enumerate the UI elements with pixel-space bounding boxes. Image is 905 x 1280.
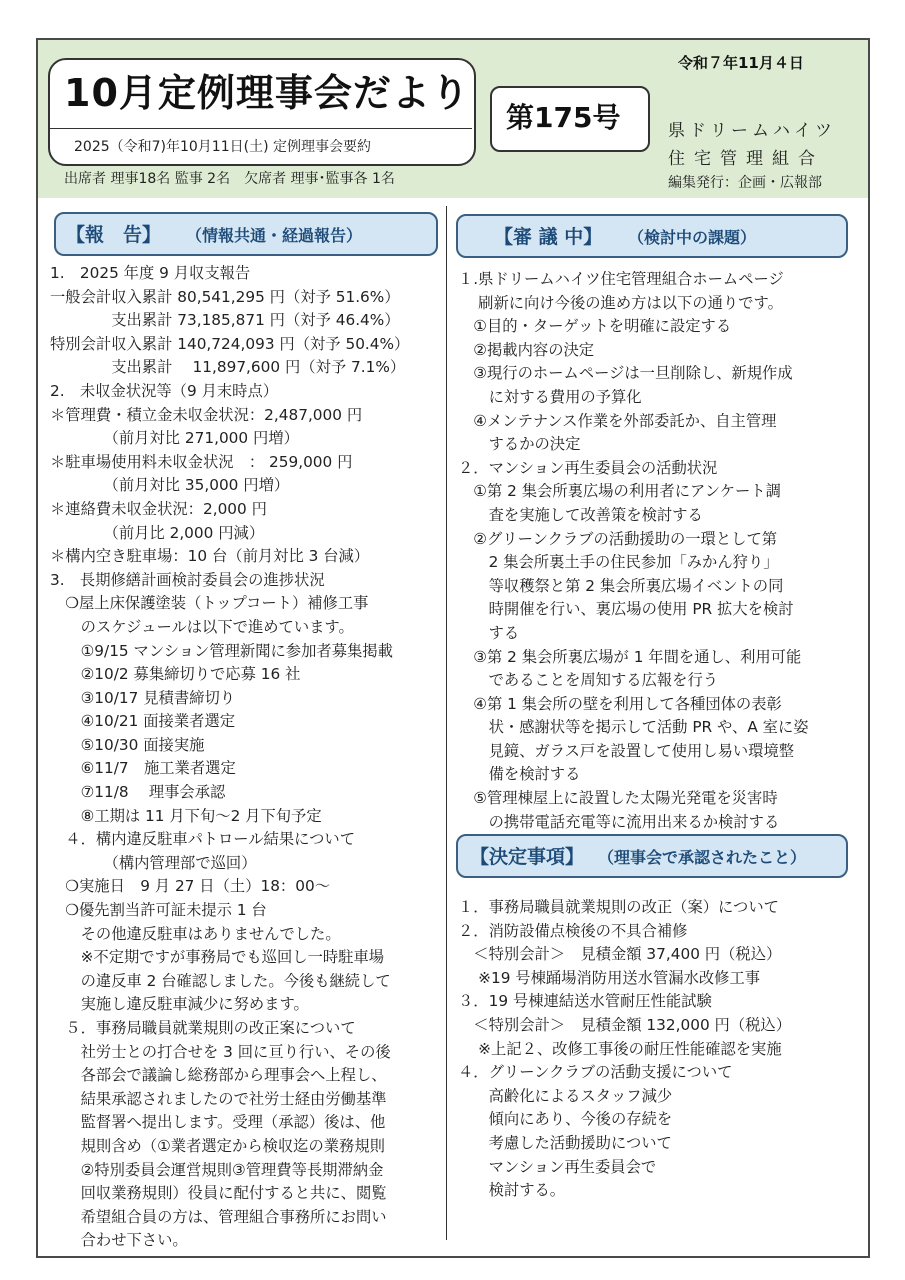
deliberation-line: ④第 1 集会所の壁を利用して各種団体の表彰: [458, 694, 782, 713]
report-line: ❍屋上床保護塗装（トップコート）補修工事: [50, 594, 369, 613]
decisions-heading-subtitle: （理事会で承認されたこと）: [598, 848, 807, 867]
report-line: ①9/15 マンション管理新聞に参加者募集掲載: [50, 641, 393, 660]
report-line: 一般会計収入累計 80,541,295 円（対予 51.6%）: [50, 287, 400, 306]
decision-line: ２．消防設備点検後の不具合補修: [458, 921, 688, 940]
deliberation-line: 時開催を行い、裏広場の使用 PR 拡大を検討: [458, 600, 794, 619]
decision-line: 検討する。: [458, 1181, 566, 1200]
decision-line: 考慮した活動援助について: [458, 1133, 672, 1152]
report-line: 実施し違反駐車減少に努めます。: [50, 995, 309, 1014]
report-line: 合わせ下さい。: [50, 1231, 188, 1250]
decisions-heading-title: 【決定事項】: [470, 846, 585, 868]
report-line: ＊構内空き駐車場：10 台（前月対比 3 台減）: [50, 547, 370, 566]
deliberation-line: するかの決定: [458, 435, 581, 454]
deliberation-heading-subtitle: （検討中の課題）: [628, 228, 757, 247]
deliberation-line: ②掲載内容の決定: [458, 340, 595, 359]
decisions-column: [458, 896, 858, 1203]
report-line: のスケジュールは以下で進めています。: [50, 617, 354, 636]
deliberation-column: [458, 268, 858, 834]
report-line: ⑧工期は 11 月下旬～2 月下旬予定: [50, 806, 322, 825]
deliberation-line: 刷新に向け今後の進め方は以下の通りです。: [458, 293, 783, 312]
deliberation-line: ①目的・ターゲットを明確に設定する: [458, 317, 732, 336]
report-line: ❍実施日 9 月 27 日（土）18：00～: [50, 877, 330, 896]
deliberation-line: する: [458, 623, 520, 642]
report-line: ＊連絡費未収金状況：2,000 円: [50, 499, 267, 518]
report-line: ⑤10/30 面接実施: [50, 735, 205, 754]
report-line: ⑦11/8 理事会承認: [50, 783, 226, 802]
report-line: ④10/21 面接業者選定: [50, 712, 236, 731]
org-name-line2: 住宅管理組合: [668, 149, 824, 169]
report-line: その他違反駐車はありませんでした。: [50, 924, 341, 943]
report-line: 希望組合員の方は、管理組合事務所にお問い: [50, 1207, 387, 1226]
report-line: （前月対比 35,000 円増）: [50, 476, 290, 495]
report-line: ＊駐車場使用料未収金状況 ： 259,000 円: [50, 452, 353, 471]
report-line: の違反車 2 台確認しました。今後も継続して: [50, 971, 391, 990]
issue-number: 第175号: [506, 101, 621, 134]
report-heading-subtitle: （情報共通・経過報告）: [186, 226, 363, 245]
attendance-line: 出席者 理事18名 監事 2名 欠席者 理事･監事各 1名: [64, 171, 395, 187]
report-line: ②10/2 募集締切りで応募 16 社: [50, 665, 301, 684]
decision-line: マンション再生委員会で: [458, 1157, 657, 1176]
deliberation-line: １.県ドリームハイツ住宅管理組合ホームページ: [458, 270, 784, 288]
report-line: ③10/17 見積書締切り: [50, 688, 236, 707]
report-line: 各部会で議論し総務部から理事会へ上程し、: [50, 1066, 387, 1085]
decision-line: ※19 号棟踊場消防用送水管漏水改修工事: [458, 968, 761, 987]
report-line: 社労士との打合せを 3 回に亘り行い、その後: [50, 1042, 391, 1061]
deliberation-line: ④メンテナンス作業を外部委託か、自主管理: [458, 411, 777, 430]
report-line: ４．構内違反駐車パトロール結果について: [50, 830, 356, 849]
report-line: ②特別委員会運営規則③管理費等長期滞納金: [50, 1160, 384, 1179]
report-column: [50, 262, 442, 1253]
report-line: ５．事務局職員就業規則の改正案について: [50, 1019, 356, 1037]
org-name-line1: 県ドリームハイツ: [668, 121, 836, 141]
decision-line: １．事務局職員就業規則の改正（案）について: [458, 898, 779, 916]
deliberation-line: ②グリーンクラブの活動援助の一環として第: [458, 529, 778, 548]
publisher-line: 編集発行：企画・広報部: [668, 175, 822, 191]
deliberation-line: 状・感謝状等を掲示して活動 PR や、A 室に姿: [458, 718, 809, 737]
newsletter-title: 10月定例理事会だより: [64, 71, 470, 115]
report-line: 回収業務規則）役員に配付すると共に、閲覧: [50, 1184, 387, 1203]
deliberation-line: ①第 2 集会所裏広場の利用者にアンケート調: [458, 482, 781, 501]
decision-line: ３．19 号棟連結送水管耐圧性能試験: [458, 992, 712, 1011]
report-line: 3. 長期修繕計画検討委員会の進捗状況: [50, 570, 325, 589]
deliberation-heading-title: 【審 議 中】: [494, 226, 603, 248]
decision-line: ＜特別会計＞ 見積金額 37,400 円（税込）: [458, 945, 782, 964]
deliberation-line: に対する費用の予算化: [458, 387, 642, 406]
report-line: 支出累計 73,185,871 円（対予 46.4%）: [50, 311, 400, 330]
report-line: （構内管理部で巡回）: [50, 853, 257, 872]
deliberation-line: ⑤管理棟屋上に設置した太陽光発電を災害時: [458, 789, 778, 808]
deliberation-line: であることを周知する広報を行う: [458, 671, 719, 690]
decision-line: 傾向にあり、今後の存続を: [458, 1110, 673, 1129]
deliberation-line: 見鏡、ガラス戸を設置して使用し易い環境整: [458, 741, 795, 760]
column-divider: [446, 206, 447, 1240]
publish-date: 令和７年11月４日: [678, 54, 804, 72]
report-line: ⑥11/7 施工業者選定: [50, 759, 236, 778]
deliberation-line: 査を実施して改善策を検討する: [458, 505, 703, 524]
report-line: 監督署へ提出します。受理（承認）後は、他: [50, 1113, 386, 1132]
deliberation-line: ２．マンション再生委員会の活動状況: [458, 458, 718, 477]
deliberation-line: ③第 2 集会所裏広場が 1 年間を通し、利用可能: [458, 647, 802, 666]
decision-line: ※上記２、改修工事後の耐圧性能確認を実施: [458, 1039, 782, 1058]
deliberation-line: の携帯電話充電等に流用出来るか検討する: [458, 812, 780, 831]
decision-line: 高齢化によるスタッフ減少: [458, 1086, 673, 1105]
report-line: 規則含め（①業者選定から検収迄の業務規則: [50, 1136, 385, 1155]
deliberation-line: 等収穫祭と第 2 集会所裏広場イベントの同: [458, 576, 784, 595]
deliberation-line: ③現行のホームページは一旦削除し、新規作成: [458, 364, 793, 383]
decision-line: ＜特別会計＞ 見積金額 132,000 円（税込）: [458, 1015, 792, 1034]
report-heading-title: 【報 告】: [66, 224, 162, 246]
report-line: 特別会計収入累計 140,724,093 円（対予 50.4%）: [50, 334, 410, 353]
report-line: 支出累計 11,897,600 円（対予 7.1%）: [50, 358, 406, 377]
report-line: 2. 未収金状況等（9 月末時点）: [50, 381, 279, 400]
report-line: 1. 2025 年度 9 月収支報告: [50, 264, 251, 282]
title-divider: [50, 128, 472, 129]
meeting-subtitle: 2025（令和7)年10月11日(土) 定例理事会要約: [74, 139, 372, 155]
deliberation-line: 備を検討する: [458, 765, 581, 784]
report-line: ❍優先割当許可証未提示 1 台: [50, 901, 267, 920]
report-line: （前月比 2,000 円減）: [50, 523, 265, 542]
report-line: 結果承認されましたので社労士経由労働基準: [50, 1089, 387, 1108]
report-line: ＊管理費・積立金未収金状況：2,487,000 円: [50, 405, 363, 424]
deliberation-line: 2 集会所裏土手の住民参加「みかん狩り」: [458, 553, 779, 572]
report-line: （前月対比 271,000 円増）: [50, 429, 299, 448]
decision-line: ４．グリーンクラブの活動支援について: [458, 1063, 733, 1082]
report-line: ※不定期ですが事務局でも巡回し一時駐車場: [50, 948, 385, 967]
